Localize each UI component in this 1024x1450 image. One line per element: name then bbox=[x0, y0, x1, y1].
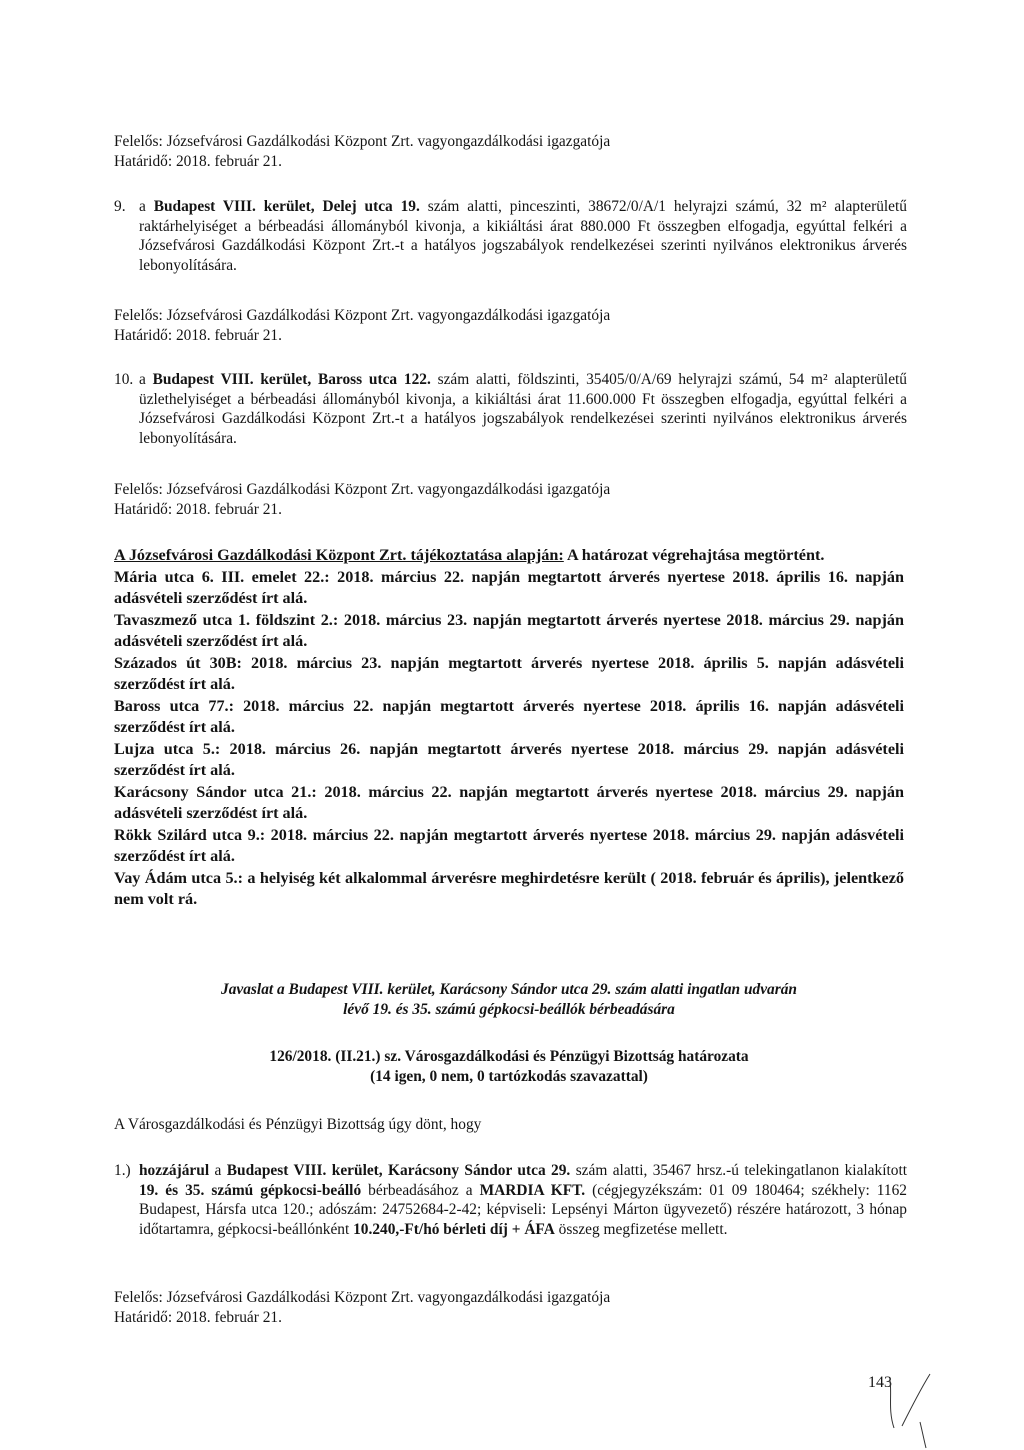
info-line: Lujza utca 5.: 2018. március 26. napján megtartott árverés nyertese 2018. március 29. napján adásvételi szerződést írt alá. bbox=[114, 739, 904, 779]
deadline-line: Határidő: 2018. február 21. bbox=[114, 1308, 282, 1326]
item-number: 1.) bbox=[114, 1162, 131, 1179]
resolution-header bbox=[114, 1047, 904, 1086]
info-line: Vay Ádám utca 5.: a helyiség két alkalommal árverésre meghirdetésre került ( 2018. február és április), jelentkező nem volt rá. bbox=[114, 868, 904, 908]
responsible-line: Felelős: Józsefvárosi Gazdálkodási Központ Zrt. vagyongazdálkodási igazgatója bbox=[114, 307, 611, 324]
deadline-line: Határidő: 2018. február 21. bbox=[114, 500, 282, 518]
responsible-line: Felelős: Józsefvárosi Gazdálkodási Központ Zrt. vagyongazdálkodási igazgatója bbox=[114, 1289, 611, 1306]
info-line: Százados út 30B: 2018. március 23. napján megtartott árverés nyertese 2018. április 5. napján adásvételi szerződést írt alá. bbox=[114, 653, 904, 693]
info-heading: A Józsefvárosi Gazdálkodási Központ Zrt. tájékoztatása alapján: A határozat végrehajtása megtörtént. bbox=[114, 546, 825, 564]
signature-mark bbox=[880, 1370, 940, 1450]
vote-count: (14 igen, 0 nem, 0 tartózkodás szavazattal) bbox=[370, 1067, 648, 1085]
resolution-number: 126/2018. (II.21.) sz. Városgazdálkodási és Pénzügyi Bizottság határozata bbox=[269, 1048, 749, 1065]
deadline-line: Határidő: 2018. február 21. bbox=[114, 326, 282, 344]
info-line: Mária utca 6. III. emelet 22.: 2018. március 22. napján megtartott árverés nyertese 2018. április 16. napján adásvételi szerződést írt alá. bbox=[114, 567, 904, 607]
info-line: Baross utca 77.: 2018. március 22. napján megtartott árverés nyertese 2018. április 16. napján adásvételi szerződést írt alá. bbox=[114, 696, 904, 736]
info-line: Rökk Szilárd utca 9.: 2018. március 22. napján megtartott árverés nyertese 2018. március 29. napján adásvételi szerződést írt alá. bbox=[114, 825, 904, 865]
execution-info bbox=[114, 545, 904, 911]
decides-intro: A Városgazdálkodási és Pénzügyi Bizottság úgy dönt, hogy bbox=[114, 1116, 482, 1133]
info-line: Karácsony Sándor utca 21.: 2018. március 22. napján megtartott árverés nyertese 2018. március 29. napján adásvételi szerződést írt alá. bbox=[114, 782, 904, 822]
signature-stroke bbox=[902, 1374, 930, 1426]
info-line: Tavaszmező utca 1. földszint 2.: 2018. március 23. napján megtartott árverés nyertese 2018. március 29. napján adásvételi szerződést írt alá. bbox=[114, 610, 904, 650]
item-text: a Budapest VIII. kerület, Baross utca 122. szám alatti, földszinti, 35405/0/A/69 helyrajzi számú, 54 m² alapterületű üzlethelyiséget a bérbeadási állományból kivonja, a kikiáltási árat 11.600.000 Ft összegben elfogadja, egyúttal felkéri a Józsefvárosi Gazdálkodási Központ Zrt.-t a hatályos jogszabályok rendelkezései szerinti nyilvános elektronikus árverés lebonyolítására. bbox=[139, 371, 907, 447]
address: Budapest VIII. kerület, Baross utca 122. bbox=[152, 371, 431, 388]
item-text: a Budapest VIII. kerület, Delej utca 19. szám alatti, pinceszinti, 38672/0/A/1 helyrajzi számú, 32 m² alapterületű raktárhelyiséget a bérbeadási állományból kivonja, a kikiáltási árat 880.000 Ft összegben elfogadja, egyúttal felkéri a Józsefvárosi Gazdálkodási Központ Zrt.-t a hatályos jogszabályok rendelkezései szerinti nyilvános elektronikus árverés lebonyolítására. bbox=[139, 198, 907, 274]
page-number: 143 bbox=[868, 1374, 892, 1391]
item-number: 10. bbox=[114, 371, 134, 388]
deadline-line: Határidő: 2018. február 21. bbox=[114, 152, 282, 170]
responsible-line: Felelős: Józsefvárosi Gazdálkodási Központ Zrt. vagyongazdálkodási igazgatója bbox=[114, 133, 611, 150]
decision-item-10 bbox=[114, 370, 914, 447]
signature-stroke bbox=[890, 1380, 894, 1428]
address: Budapest VIII. kerület, Delej utca 19. bbox=[153, 198, 420, 215]
responsible-block-3 bbox=[114, 480, 904, 519]
responsible-block-1 bbox=[114, 132, 904, 171]
responsible-line: Felelős: Józsefvárosi Gazdálkodási Központ Zrt. vagyongazdálkodási igazgatója bbox=[114, 481, 611, 498]
decision-item-9 bbox=[114, 197, 914, 274]
decision-item-1 bbox=[114, 1161, 914, 1238]
responsible-block-4 bbox=[114, 1288, 904, 1327]
item-text: hozzájárul a Budapest VIII. kerület, Karácsony Sándor utca 29. szám alatti, 35467 hrsz.-ú telekingatlanon kialakított 19. és 35. számú gépkocsi-beálló bérbeadásához a MARDIA KFT. (cégjegyzékszám: 01 09 180464; székhely: 1162 Budapest, Hársfa utca 120.; adószám: 24752684-2-42; képviseli: Lepsényi Márton ügyvezető) részére határozott, 3 hónap időtartamra, gépkocsi-beállónként 10.240,-Ft/hó bérleti díj + ÁFA összeg megfizetése mellett. bbox=[139, 1162, 908, 1238]
responsible-block-2 bbox=[114, 306, 904, 345]
proposal-title: Javaslat a Budapest VIII. kerület, Karácsony Sándor utca 29. szám alatti ingatlan udvarán lévő 19. és 35. számú gépkocsi-beállók bérbeadására bbox=[221, 981, 797, 1018]
item-number: 9. bbox=[114, 198, 126, 215]
signature-stroke bbox=[920, 1422, 926, 1448]
